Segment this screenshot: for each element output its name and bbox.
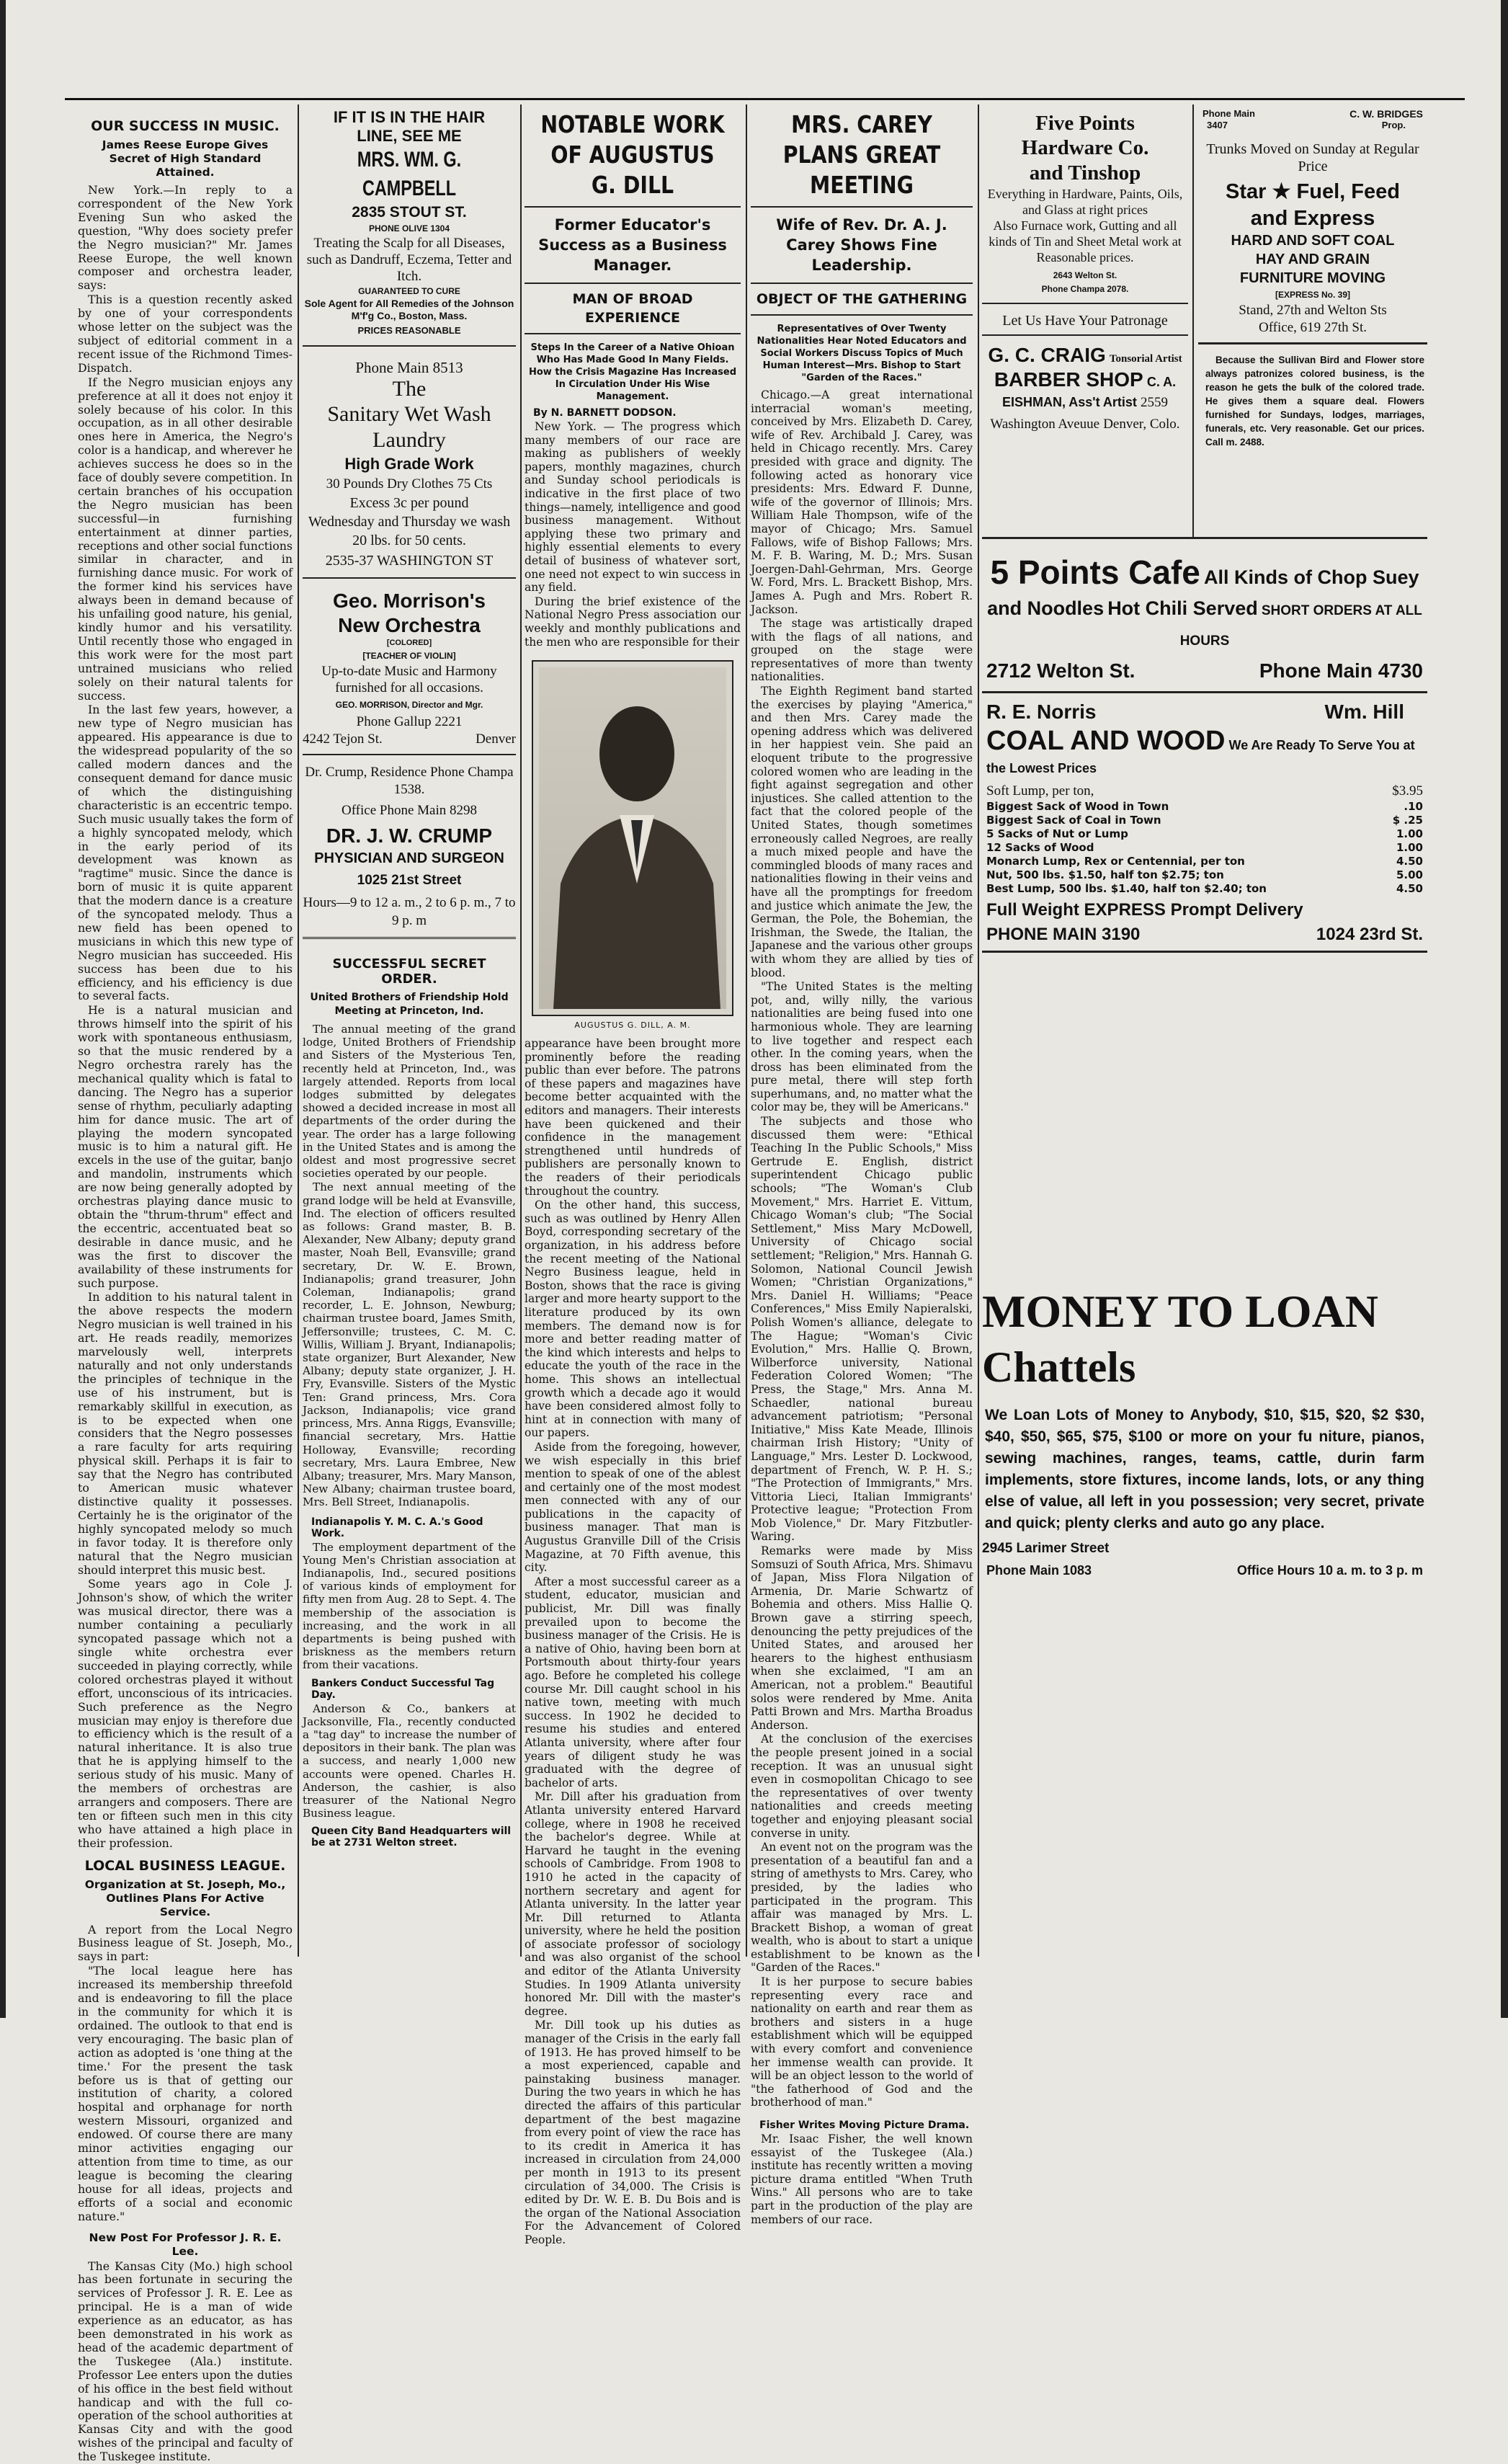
article-body: [751, 2132, 973, 2226]
column-rule: [298, 104, 299, 1957]
ad-address: 2559 Washington Aveuue: [990, 395, 1168, 432]
ad-name: 5 Points Cafe: [990, 553, 1200, 591]
ad-line: Everything in Hardware, Paints, Oils, and Glass at right prices: [982, 186, 1188, 218]
price-row: [986, 800, 1423, 814]
ad-line: All Kinds of Chop Suey and Noodles: [987, 566, 1419, 619]
page-edge-right: [1501, 0, 1508, 2018]
column-rule: [978, 104, 979, 1957]
ad-line: PRICES REASONABLE: [303, 322, 516, 339]
ad-phone: Phone Main 8513: [303, 358, 516, 377]
page-edge-left: [0, 0, 6, 2018]
article-subheading: Queen City Band Headquarters will be at 2731 Welton street.: [311, 1825, 516, 1849]
article-body: [78, 184, 293, 1851]
column-carey-article: [751, 108, 973, 1975]
ad-address: 2835 STOUT ST.: [303, 203, 516, 222]
ad-name: and Express: [1198, 205, 1427, 231]
ad-phone: PHONE MAIN 3190: [986, 925, 1140, 945]
ad-name: Sanitary Wet Wash: [303, 401, 516, 427]
paragraph: appearance have been brought more prominently before the reading public than ever before. The patrons of these papers and magazines have become better acquainted with the editors and managers. Their interests have been quickened and their confidence in the management strengthened until hundreds of publishers are personally known to the readers of their periodicals throughout the country.: [525, 1037, 741, 1198]
paragraph: Remarks were made by Miss Somsuzi of South Africa, Mrs. Shimavu of Japan, Miss Flora Nilgation of Armenia, Dr. Marie Schwartz of Bohemia and others. Miss Hallie Q. Brown gave a stirring speech, denouncing the petty prejudices of the United States, and aroused her hearers to the highest enthusiasm when she exclaimed, "I am an American, not a problem." Beautiful solos were rendered by Mme. Anita Patti Brown and Mrs. Martha Broadus Anderson.: [751, 1544, 973, 1732]
price-value: 1.00: [1396, 841, 1423, 855]
ad-hours: Hours—9 to 12 a. m., 2 to 6 p. m., 7 to 9 p. m: [303, 894, 516, 930]
divider: [751, 283, 973, 284]
doctor-ad: [303, 755, 516, 939]
orchestra-ad: [303, 579, 516, 755]
paragraph: During the brief existence of the National Negro Press association our weekly and monthly publications and the men who are responsible for their: [525, 595, 741, 649]
price-row: [986, 882, 1423, 896]
hardware-ad: [982, 108, 1188, 304]
loan-ad: [982, 1286, 1427, 1578]
fuel-ad: [1198, 108, 1427, 344]
ad-line: Let Us Have Your Patronage: [1002, 313, 1167, 329]
ad-phone: Phone Gallup 2221: [303, 713, 516, 731]
ad-name: and Tinshop: [982, 160, 1188, 186]
price-value: 1.00: [1396, 827, 1423, 841]
ad-line: HAY AND GRAIN: [1198, 250, 1427, 269]
article-headline: MRS. CAREY PLANS GREAT MEETING: [767, 110, 958, 200]
ad-city: Denver, Colo.: [1103, 417, 1179, 432]
ad-phone: Phone Main 1083: [986, 1563, 1092, 1578]
ad-phone: Office Phone Main 8298: [303, 799, 516, 823]
ad-address-row: [303, 731, 516, 748]
ad-name: Five Points: [982, 111, 1188, 135]
paragraph: Mr. Dill after his graduation from Atlanta university entered Harvard college, where in 1908 he received the bachelor's degree. While at Harvard he taught in the evening schools of Cambridge. From 1908 to 1910 he acted in the capacity of northern secretary and agent for Atlanta university. In the latter year Mr. Dill returned to Atlanta university, where he held the position of associate professor of sociology and was also organist of the school and editor of the Atlanta University Studies. In 1909 Atlanta university honored Mr. Dill with the master's degree.: [525, 1790, 741, 2018]
coal-ad: [982, 693, 1427, 951]
price-row: [986, 783, 1423, 800]
column-music-article: [78, 108, 293, 1953]
ad-line: Excess 3c per pound: [303, 494, 516, 512]
portrait-figure: [539, 667, 731, 1009]
article-body: [78, 1923, 293, 2224]
paragraph: In the last few years, however, a new type of Negro musician has appeared. His appearance is due to the widespread popularity of the so called modern dances and the consequent demand for dance music of which the distinguishing characteristic is an eccentric tempo. Such music usually takes the form of a highly syncopated melody, which in the early period of its development was known as "ragtime" music. Since the dance is born of music it is quite apparent that the modern dance is a creature of the syncopated melody. Thus a new field has been opened to musicians in which this new type of Negro musician has succeeded. His success has been due to his efficiency, and his efficiency is due to several facts.: [78, 703, 293, 1003]
paragraph: The annual meeting of the grand lodge, United Brothers of Friendship and Sisters of the Mysterious Ten, recently held at Princeton, Ind., was largely attended. Reports from local lodges submitted by delegates showed a decided increase in most all departments of the order during the year. The order has a large following in the United States and is among the oldest and most progressive secret societies operated by our people.: [303, 1023, 516, 1180]
article-subheading: Indianapolis Y. M. C. A.'s Good Work.: [311, 1516, 516, 1539]
ad-city: Denver: [476, 731, 516, 748]
article-deck: OBJECT OF THE GATHERING: [751, 290, 973, 308]
article-body: [303, 1541, 516, 1672]
ad-name: New Orchestra: [303, 613, 516, 638]
ad-name: Star ★ Fuel, Feed: [1198, 178, 1427, 205]
ad-name: Geo. Morrison's: [303, 589, 516, 613]
paragraph: Anderson & Co., bankers at Jacksonville, Fla., recently conducted a "tag day" to increase the number of depositors in their bank. The plan was a success, and nearly 1,000 new accounts were opened. Charles H. Anderson, the cashier, is also treasurer of the National Negro Business league.: [303, 1702, 516, 1820]
ad-line: GUARANTEED TO CURE: [303, 285, 516, 298]
column-fuel-flowers: [1198, 108, 1427, 537]
article-deck: MAN OF BROAD EXPERIENCE: [525, 290, 741, 327]
paragraph: "The local league here has increased its membership threefold and is endeavoring to fill the place in the community for which it is ordained. The outlook to that end is very encouraging. The basic plan of action as adopted is 'one thing at the time.' For the present the task before us is that of getting our institution of charity, a colored hospital and orphanage for north western Missouri, organized and endowed. Of course there are many minor activities engaging our attention from time to time, as our league is becoming the clearing house for all ideas, projects and efforts of a social and economic nature.": [78, 1965, 293, 2223]
ad-line: C. A. EISHMAN, Ass't Artist: [1002, 375, 1176, 409]
coal-footer-row: [986, 925, 1423, 945]
paragraph: The next annual meeting of the grand lodge will be held at Evansville, Ind. The election of officers resulted as follows: Grand master, B. B. Alexander, New Albany; deputy grand master, Noah Bell, Evansville; grand secretary, Dr. W. E. Brown, Indianapolis; grand treasurer, John Coleman, Indianapolis; grand recorder, L. E. Johnson, Newburg; chairman trustee board, James Smith, Jeffersonville; trustees, C. M. C. Willis, William J. Bryant, Indianapolis; state organizer, Burt Alexander, New Albany; deputy state organizer, J. H. Fry, Evansville. Sisters of the Mystic Ten: Grand princess, Mrs. Cora Jackson, Indianapolis; vice grand princess, Mrs. Anna Riggs, Evansville; financial secretary, Mrs. Hattie Holloway, Evansville; recording secretary, Mrs. Laura Embree, New Albany; treasurer, Mrs. Mary Manson, New Albany; chairman trustee board, Mrs. Bell Street, Indianapolis.: [303, 1180, 516, 1508]
price-row: [986, 841, 1423, 855]
top-rule: [65, 98, 1465, 100]
paragraph: Mr. Dill took up his duties as manager of the Crisis in the early fall of 1913. He has proved himself to be a most experienced, capable and painstaking business manager. During the two years in which he has directed the affairs of this particular department of the best magazine from every point of view the race has to its credit in America it has increased in circulation from 24,000 per month in 1913 to its present circulation of 34,000. The Crisis is edited by Dr. W. E. B. Du Bois and is the organ of the National Association For the Advancement of Colored People.: [525, 2019, 741, 2246]
ad-address: 2643 Welton St.: [982, 268, 1188, 283]
ad-line: Wednesday and Thursday we wash 20 lbs. for 50 cents.: [303, 512, 516, 550]
column-hardware-barber: [982, 108, 1188, 537]
column-dill-article: [525, 108, 741, 1975]
ad-phone: PHONE OLIVE 1304: [303, 222, 516, 235]
column-rule: [1192, 104, 1194, 537]
price-item: Biggest Sack of Wood in Town: [986, 800, 1169, 814]
ad-address: 2945 Larimer Street: [982, 1541, 1109, 1556]
divider: [982, 951, 1427, 953]
ad-line: FURNITURE MOVING: [1198, 269, 1427, 288]
article-body: [303, 1702, 516, 1820]
article-headline: NOTABLE WORK OF AUGUSTUS G. DILL: [540, 110, 726, 200]
ad-address: 2712 Welton St.: [986, 659, 1135, 682]
ad-title: MONEY TO LOAN: [982, 1286, 1378, 1337]
ad-line: GEO. MORRISON, Director and Mgr.: [303, 696, 516, 713]
divider: [525, 333, 741, 334]
price-row: [986, 868, 1423, 882]
article-headline: OUR SUCCESS IN MUSIC.: [78, 118, 293, 134]
ad-phone: Dr. Crump, Residence Phone Champa 1538.: [303, 764, 516, 799]
paragraph: "The United States is the melting pot, and, willy nilly, the various nationalities are being fused into one harmonious whole. They are learning to live together and respect each other. In the coming years, when the dross has been eliminated from the pure metal, there will step forth superhumans, and, no matter what the color may be, they will be Americans.": [751, 980, 973, 1114]
ad-proprietor: C. W. BRIDGES: [1349, 108, 1423, 120]
ad-address: 2535-37 WASHINGTON ST: [303, 550, 516, 571]
price-item: Soft Lump, per ton,: [986, 783, 1094, 800]
ad-line: [COLORED]: [303, 638, 516, 649]
portrait-photo: [532, 660, 733, 1016]
flower-ad: Because the Sullivan Bird and Flower store always patronizes colored business, is the reason he gets the bulk of the colored trade. He gives them a square deal. Flowers furnished for Sundays, lodges, marriages, funerals, etc. Very reasonable. Get our prices. Call m. 2488.: [1198, 344, 1427, 449]
article-body: [751, 388, 973, 2109]
price-value: $ .25: [1393, 814, 1423, 827]
ad-line: IF IT IS IN THE HAIR: [303, 108, 516, 127]
price-list: [986, 783, 1423, 896]
ad-line: Full Weight EXPRESS Prompt Delivery: [986, 900, 1303, 920]
ad-phone: 3407: [1207, 120, 1228, 130]
article-deck: Former Educator's Success as a Business Manager.: [527, 215, 738, 275]
price-value: 5.00: [1396, 868, 1423, 882]
ad-address: Stand, 27th and Welton Sts: [1198, 302, 1427, 319]
price-item: 12 Sacks of Wood: [986, 841, 1094, 855]
article-subheading: James Reese Europe Gives Secret of High Standard Attained.: [82, 138, 288, 179]
ad-line: Treating the Scalp for all Diseases, such as Dandruff, Eczema, Tetter and Itch.: [303, 235, 516, 285]
article-body: [525, 420, 741, 649]
ad-header-row: [1198, 108, 1427, 120]
ad-name: R. E. Norris: [986, 700, 1096, 724]
article-body: [525, 1037, 741, 2246]
divider: [751, 206, 973, 208]
paragraph: The Kansas City (Mo.) high school has been fortunate in securing the services of Professor J. R. E. Lee as principal. He is a man of wide experience as an educator, as has been demonstrated in his work as head of the academic department of the Tuskegee (Ala.) institute. Professor Lee enters upon the duties of his office in the best field without handicap and with the full co-operation of the school authorities at Kansas City and with the good wishes of the principal and faculty of the Tuskegee institute.: [78, 2260, 293, 2464]
ad-hours: Office Hours 10 a. m. to 3 p. m: [1237, 1563, 1423, 1578]
ad-title: COAL AND WOOD: [986, 726, 1225, 756]
cafe-ad: [982, 539, 1427, 691]
ad-phone: Phone Champa 2078.: [982, 283, 1188, 295]
article-subheading: Fisher Writes Moving Picture Drama.: [759, 2120, 973, 2131]
ad-header-row: [1198, 120, 1427, 130]
article-deck: Steps In the Career of a Native Ohioan Who Has Made Good In Many Fields. How the Crisis Magazine Has Increased In Circulation Under His Wise Management.: [529, 342, 736, 403]
price-value: $3.95: [1392, 783, 1423, 800]
ad-line: Hot Chili Served: [1107, 597, 1258, 619]
ad-line: Sole Agent for All Remedies of the Johnson M'f'g Co., Boston, Mass.: [303, 298, 516, 322]
coal-header-row: [986, 700, 1423, 724]
ad-line: HARD AND SOFT COAL: [1198, 231, 1427, 250]
price-value: .10: [1404, 800, 1423, 814]
ad-address: 4242 Tejon St.: [303, 731, 383, 748]
divider: [525, 206, 741, 208]
paragraph: A report from the Local Negro Business league of St. Joseph, Mo., says in part:: [78, 1923, 293, 1965]
paragraph: Aside from the foregoing, however, we wish especially in this brief mention to speak of one of the ablest and certainly one of the most modest men connected with any of our publications in the capacity of business manager. That man is Augustus Granville Dill of the Crisis Magazine, at 70 Fifth avenue, this city.: [525, 1441, 741, 1575]
ad-line: Up-to-date Music and Harmony furnished for all occasions.: [303, 663, 516, 696]
article-subheading: New Post For Professor J. R. E. Lee.: [82, 2231, 288, 2259]
price-item: Monarch Lump, Rex or Centennial, per ton: [986, 855, 1245, 868]
ad-line: [EXPRESS No. 39]: [1198, 288, 1427, 302]
barber-ad: [982, 304, 1188, 435]
paragraph: This is a question recently asked by one of your correspondents whose letter on the subject was the subject of editorial comment in a recent issue of the Richmond Times-Dispatch.: [78, 293, 293, 375]
article-headline: LOCAL BUSINESS LEAGUE.: [78, 1858, 293, 1874]
ad-name: Laundry: [303, 427, 516, 453]
article-subheading: Organization at St. Joseph, Mo., Outlines Plans For Active Service.: [82, 1878, 288, 1919]
paragraph: He is a natural musician and throws himself into the spirit of his work with spontaneous enthusiasm, so that the music rendered by a Negro orchestra rarely has the mechanical quality which is fatal to dancing. The Negro has a superior sense of rhythm, peculiarly adapting him for dance music. The art of playing the modern syncopated music is to him a natural gift. He excels in the use of the guitar, banjo and mandolin, instruments which are now being generally adopted by orchestras playing dance music to obtain the "thrum-thrum" effect and the eccentric, accentuated beat so desirable in dance music, and he was the first to discover the availability of these instruments for such purpose.: [78, 1004, 293, 1290]
ad-line: Trunks Moved on Sunday at Regular Price: [1198, 141, 1427, 175]
paragraph: The employment department of the Young Men's Christian association at Indianapolis, Ind., secured positions of various kinds of employment for fifty men from Aug. 28 to Sept. 4. The membership of the association is increasing, and the work in all departments is being pushed with briskness as the members return from their vacations.: [303, 1541, 516, 1672]
photo-caption: AUGUSTUS G. DILL, A. M.: [525, 1020, 741, 1030]
ad-phone: Phone Main 4730: [1259, 659, 1423, 682]
ad-line: High Grade Work: [303, 453, 516, 475]
ad-name: G. C. CRAIG: [988, 344, 1105, 366]
ad-line: [TEACHER OF VIOLIN]: [303, 649, 516, 663]
ad-line: PHYSICIAN AND SURGEON: [303, 849, 516, 868]
paragraph: It is her purpose to secure babies representing every race and nationality on earth and rear them as brothers and sisters in a huge establishment which will be equipped with every comfort and convenience her immense wealth can provide. It will be an object lesson to the world of "the fatherhood of God and the brotherhood of man.": [751, 1975, 973, 2109]
paragraph: The Eighth Regiment band started the exercises by playing "America," and then Mrs. Carey made the opening address which was delivered in her happiest vein. She paid an eloquent tribute to the progressive colored women who are leading in the fight against segregation and other injustices. She called attention to the fact that the colored people of the United States, though sometimes erroneously called Negroes, are really a much mixed people and have the commingled bloods of many races and nationalities flowing in their veins and have all the promptings for freedom and justice which animate the Jew, the German, the Pole, the Bohemian, the Irishman, the Swede, the Italian, the Japanese and the various other groups with whom they are allied by ties of blood.: [751, 685, 973, 979]
paragraph: On the other hand, this success, such as was outlined by Henry Allen Boyd, corresponding secretary of the organization, in his address before the recent meeting of the National Negro Business league, held in Boston, shows that the race is giving larger and more hearty support to the literature produced by its own members. The demand now is for more and better reading matter of the kind which interests and helps to educate the youth of the race in the home. This shows an intellectual growth which a decade ago it would have been considered almost folly to hint at in connection with many of our papers.: [525, 1198, 741, 1440]
ad-address: Office, 619 27th St.: [1198, 319, 1427, 337]
article-subheading: Bankers Conduct Successful Tag Day.: [311, 1678, 516, 1701]
price-row: [986, 814, 1423, 827]
paragraph: In addition to his natural talent in the above respects the modern Negro musician is well trained in his art. He reads readily, memorizes marvelously well, interprets naturally and not only understands the principles of technique in the use of his instrument, but is remarkably skillful in execution, as is to be expected when one considers that the Negro possesses a rare faculty for arts requiring physical skill. Perhaps it is fair to say that the Negro has contributed to American music whatever distinctive quality it possesses. Certainly he is the originator of the highly syncopated melody so much in favor today. It is therefore only natural that the Negro musician should interpret this music best.: [78, 1291, 293, 1577]
price-row: [986, 827, 1423, 841]
paragraph: Chicago.—A great international interracial woman's meeting, conceived by Mrs. Elizabeth D. Carey, wife of Rev. Archibald J. Carey, was held in Chicago recently. Mrs. Carey presided with grace and dignity. The following acted as honorary vice presidents: Mrs. Edward F. Dunne, wife of the governor of Illinois; Mrs. William Hale Thompson, wife of the mayor of Chicago; Mrs. Samuel Fallows, wife of Bishop Fallows; Mrs. M. F. B. Waring, M. D.; Mrs. Susan Joergen-Dahl-Gehrman, Mrs. George W. Ford, Mrs. L. Brackett Bishop, Mrs. James A. Pugh and Mrs. Robert R. Jackson.: [751, 388, 973, 616]
ad-line: Also Furnace work, Gutting and all kinds of Tin and Sheet Metal work at Reasonable prices.: [982, 218, 1188, 265]
ad-address: 1025 21st Street: [303, 868, 516, 894]
article-deck: Representatives of Over Twenty Nationalities Hear Noted Educators and Social Workers Discuss Topics of Much Human Interest—Mrs. Bishop to Start "Garden of the Races.": [755, 323, 968, 384]
ad-phone-label: Phone Main: [1203, 108, 1255, 120]
paragraph: The stage was artistically draped with the flags of all nations, and grouped on the stage were representatives of more than twenty nationalities.: [751, 617, 973, 684]
price-item: Nut, 500 lbs. $1.50, half ton $2.75; ton: [986, 868, 1224, 882]
paragraph: New York.—In reply to a correspondent of the New York Evening Sun who asked the question, "Why does society prefer the Negro musician?" Mr. James Reese Europe, the well known composer and orchestra leader, says:: [78, 184, 293, 293]
ad-line: SHORT ORDERS AT ALL HOURS: [1180, 603, 1422, 649]
ad-line: We Are Ready To Serve You at the Lowest Prices: [986, 738, 1415, 775]
paragraph: Mr. Isaac Fisher, the well known essayist of the Tuskegee (Ala.) institute has recently written a moving picture drama entitled "When Truth Wins." All persons who are to take part in the production of the play are members of our race.: [751, 2132, 973, 2226]
article-subheading: United Brothers of Friendship Hold Meeting at Princeton, Ind.: [307, 991, 512, 1018]
ad-line: Prop.: [1382, 120, 1406, 130]
price-value: 4.50: [1396, 855, 1423, 868]
paragraph: Some years ago in Cole J. Johnson's show, of which the writer was musical director, there was a number containing a peculiarly syncopated passage which not a single white orchestra ever succeeded in playing correctly, while colored orchestras played it without effort, unconscious of its intricacies. Such preference as the Negro musician may enjoy is therefore due to efficiency which is the result of a natural inheritance. It is also true that he is applying himself to the serious study of his music. Many of the members of orchestras are arrangers and composers. There are ten or fifteen such men in this city who have attained a high place in their profession.: [78, 1578, 293, 1850]
paragraph: The subjects and those who discussed them were: "Ethical Teaching In the Public Schools," Miss Gertrude E. English, district superintendent Chicago public schools; "The Woman's Club Movement," Mrs. Harriet E. Vittum, Chicago Woman's club; "The Social Settlement," Miss Mary McDowell, University of Chicago social settlement; "Religion," Mrs. Hannah G. Solomon, National Council Jewish Women; "Christian Organizations," Mrs. Daniel H. Williams; "Peace Conferences," Miss Emily Napieralski, Polish Women's alliance, delegate to The Hague; "Woman's Civic Evolution," Mrs. Hallie Q. Brown, Wilberforce university, National Federation Colored Women; "The Press, the Stage," Mrs. Anna M. Schaedler, national bureau advancement patriotism; "Personal Initiative," Miss Kate Meade, Illinois chairman Irish History; "Unity of Language," Mrs. Lester D. Lockwood, department of French, W. P. H. S.; "The Protection of Immigrants," Mrs. Vittoria Lieci, Italian Immigrants' Protective league; "Protection From Mob Violence," Dr. Mary Fitzbutler-Waring.: [751, 1115, 973, 1544]
divider: [751, 314, 973, 316]
wide-ads-section: [982, 537, 1427, 1949]
paragraph: At the conclusion of the exercises the people present joined in a social reception. It was an unusual sight even in cosmopolitan Chicago to see the representatives of over twenty nationalities and creeds meeting together and enjoying pleasant social converse in unity.: [751, 1733, 973, 1840]
ad-line: Tonsorial Artist: [1110, 353, 1182, 365]
ad-name: BARBER SHOP: [994, 368, 1143, 391]
ad-body: We Loan Lots of Money to Anybody, $10, $15, $20, $2 $30, $40, $50, $65, $75, $100 or more on your fu niture, pianos, sewing machines, ranges, teams, cattle, durin farm implements, store fixtures, income lands, lots, or any thing else of value, all left in you possession; very secret, private and quick; plenty clerks and auto go any place.: [982, 1397, 1427, 1534]
paragraph: If the Negro musician enjoys any preference at all it does not enjoy it solely because of his color. In this occupation, as in all other desirable ones here in America, the Negro's color is a handicap, and wherever he achieves success he does so in the face of doubly severe competition. In certain branches of his occupation the Negro musician has been successful—in furnishing entertainment at dinner parties, receptions and other social functions similar in character, and in furnishing dance music. For work of the former kind his services have always been in demand because of his unfailing good nature, his genial, kindly humor and his versatility. Until recently those who engaged in this work were for the most part untrained musicians who relied solely on their natural talents for success.: [78, 376, 293, 703]
divider: [525, 283, 741, 284]
article-body: [303, 1023, 516, 1509]
article-headline: SUCCESSFUL SECRET ORDER.: [303, 956, 516, 987]
column-rule: [520, 104, 522, 1957]
ad-name: MRS. WM. G. CAMPBELL: [326, 146, 493, 203]
price-item: 5 Sacks of Nut or Lump: [986, 827, 1128, 841]
ad-address: 1024 23rd St.: [1316, 925, 1423, 945]
cafe-address-row: [982, 657, 1427, 682]
article-body: [78, 2260, 293, 2464]
ad-line: 30 Pounds Dry Clothes 75 Cts: [303, 475, 516, 494]
ad-title: Chattels: [982, 1343, 1136, 1391]
column-rule: [746, 104, 747, 1957]
loan-footer-row: [982, 1563, 1427, 1578]
laundry-ad: [303, 347, 516, 579]
ad-line: The: [303, 377, 516, 401]
price-item: Best Lump, 500 lbs. $1.40, half ton $2.40; ton: [986, 882, 1267, 896]
price-row: [986, 855, 1423, 868]
paragraph: New York. — The progress which many members of our race are making as publishers of weekly papers, monthly magazines, church and Sunday school periodicals is indicative in the first place of two things—namely, intelligence and good business management. Without applying these two primary and highly essential elements to every detail of business of whatever sort, one need not expect to win success in any field.: [525, 420, 741, 595]
article-deck: Wife of Rev. Dr. A. J. Carey Shows Fine Leadership.: [754, 215, 970, 275]
divider: [982, 334, 1188, 336]
ad-name: DR. J. W. CRUMP: [303, 823, 516, 849]
paragraph: After a most successful career as a student, educator, musician and publicist, Mr. Dill was finally prevailed upon to become the business manager of the Crisis. He is a native of Ohio, having been born at Portsmouth about thirty-four years ago. Before he completed his college course Mr. Dill caught school in his native town, meeting with much success. In 1902 he decided to resume his studies and entered Atlanta university, where after four years of diligent study he was graduated with the degree of bachelor of arts.: [525, 1575, 741, 1790]
ad-name: Wm. Hill: [1325, 700, 1404, 724]
column-ads-and-lodge: [303, 108, 516, 1975]
price-item: Biggest Sack of Coal in Town: [986, 814, 1161, 827]
byline: By N. BARNETT DODSON.: [533, 407, 741, 419]
hair-ad: [303, 108, 516, 347]
ad-line: LINE, SEE ME: [303, 127, 516, 146]
ad-name: Hardware Co.: [982, 135, 1188, 160]
paragraph: An event not on the program was the presentation of a beautiful fan and a string of amethysts to Mrs. Carey, who presided, by the ladies who participated in the program. This affair was managed by Mrs. L. Brackett Bishop, a woman of great wealth, who is about to start a unique establishment to be known as the "Garden of the Races.": [751, 1841, 973, 1975]
price-value: 4.50: [1396, 882, 1423, 896]
